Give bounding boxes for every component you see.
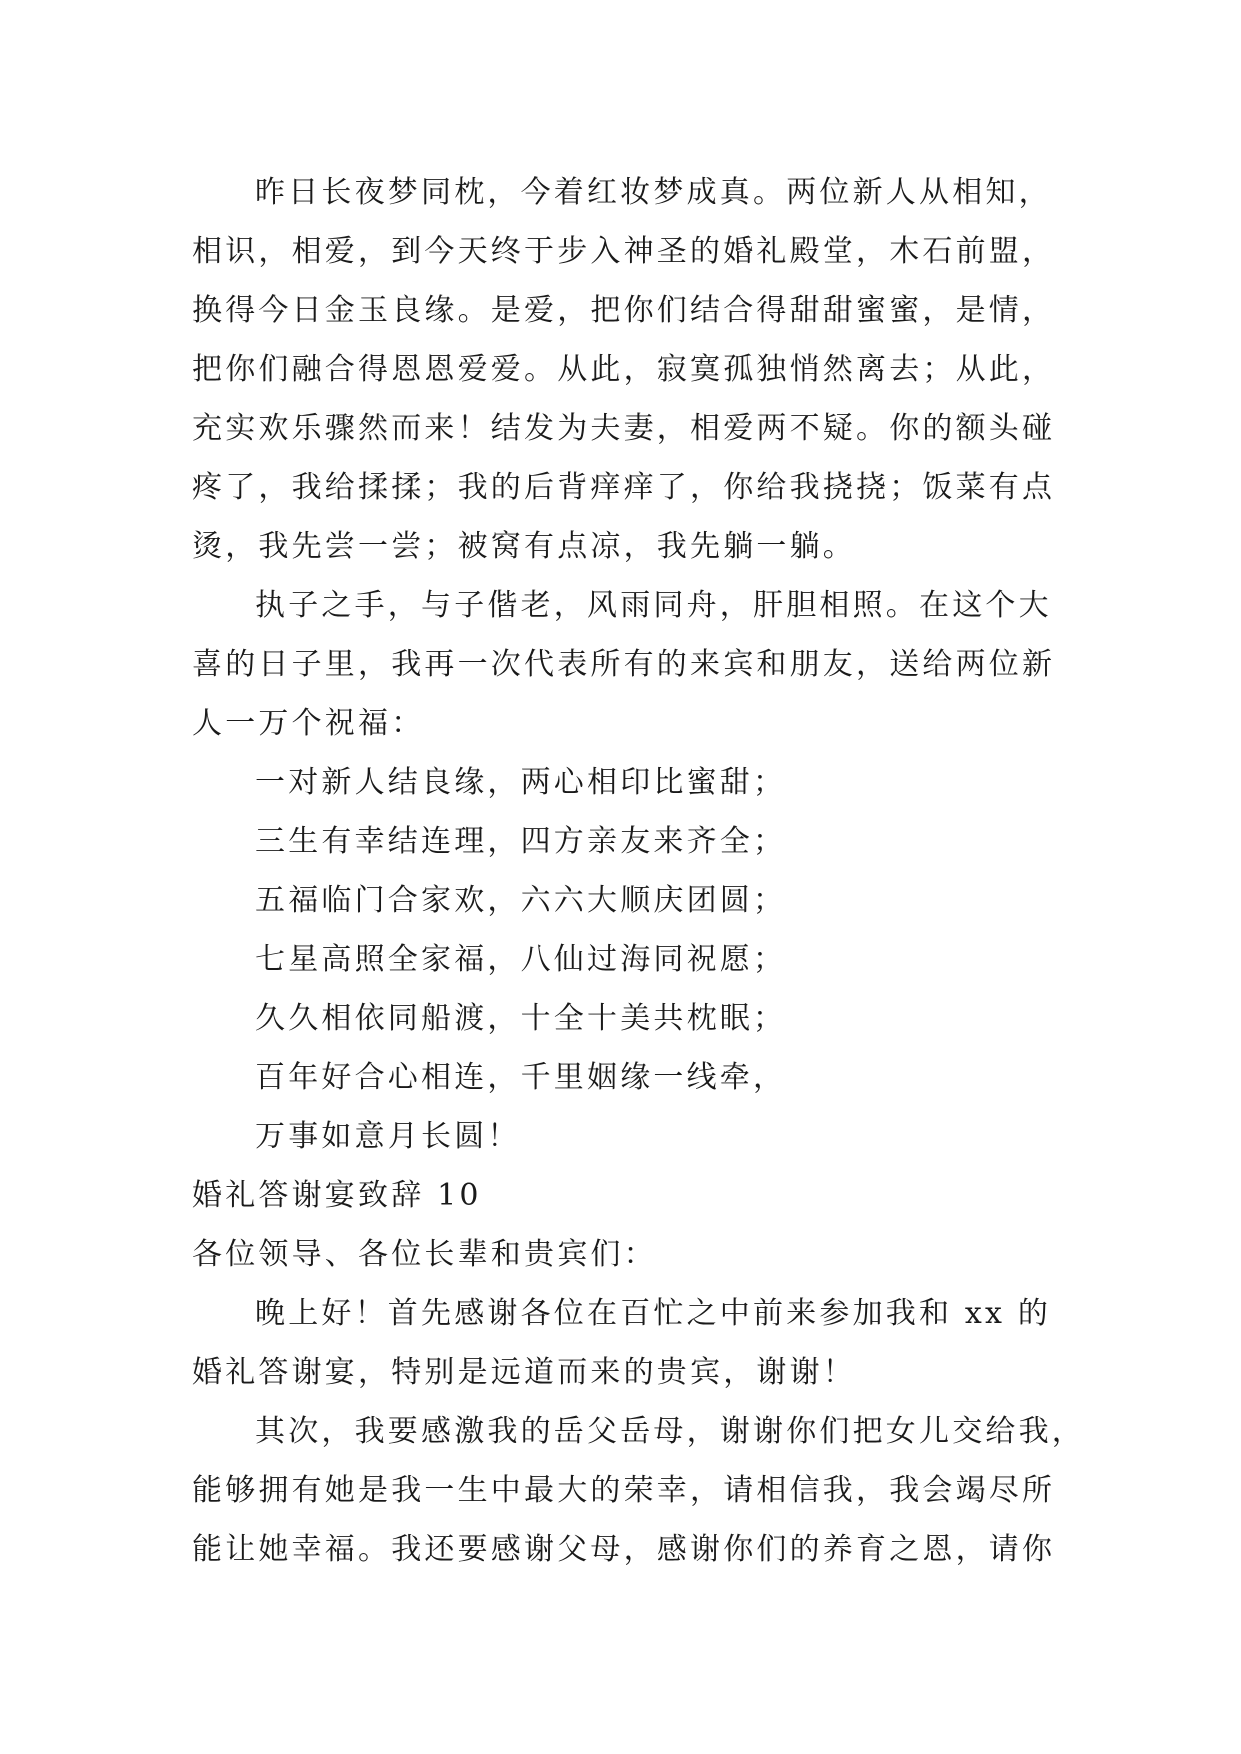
text-line: 能够拥有她是我一生中最大的荣幸，请相信我，我会竭尽所: [192, 1473, 1056, 1508]
text-line: 晚上好！首先感谢各位在百忙之中前来参加我和 xx 的: [255, 1296, 1052, 1331]
text-line: 婚礼答谢宴，特别是远道而来的贵宾，谢谢！: [192, 1355, 856, 1390]
poem-line: 一对新人结良缘，两心相印比蜜甜；: [255, 765, 787, 800]
text-line: 相识，相爱，到今天终于步入神圣的婚礼殿堂，木石前盟，: [192, 234, 1056, 269]
text-line: 能让她幸福。我还要感谢父母，感谢你们的养育之恩，请你: [192, 1532, 1056, 1567]
section-heading: 婚礼答谢宴致辞 10: [192, 1178, 482, 1213]
poem-line: 七星高照全家福，八仙过海同祝愿；: [255, 942, 787, 977]
text-line: 疼了，我给揉揉；我的后背痒痒了，你给我挠挠；饭菜有点: [192, 470, 1056, 505]
text-line: 烫，我先尝一尝；被窝有点凉，我先躺一躺。: [192, 529, 856, 564]
text-line: 喜的日子里，我再一次代表所有的来宾和朋友，送给两位新: [192, 647, 1056, 682]
poem-line: 万事如意月长圆！: [255, 1119, 521, 1154]
text-line: 换得今日金玉良缘。是爱，把你们结合得甜甜蜜蜜，是情，: [192, 293, 1056, 328]
text-line: 充实欢乐骤然而来！结发为夫妻，相爱两不疑。你的额头碰: [192, 411, 1056, 446]
text-line: 昨日长夜梦同枕，今着红妆梦成真。两位新人从相知，: [255, 175, 1052, 210]
text-line: 其次，我要感激我的岳父岳母，谢谢你们把女儿交给我，: [255, 1414, 1085, 1449]
text-line: 人一万个祝福：: [192, 706, 425, 741]
poem-line: 五福临门合家欢，六六大顺庆团圆；: [255, 883, 787, 918]
text-line: 把你们融合得恩恩爱爱。从此，寂寞孤独悄然离去；从此，: [192, 352, 1056, 387]
poem-line: 三生有幸结连理，四方亲友来齐全；: [255, 824, 787, 859]
document-body: [192, 163, 1085, 1579]
text-line: 执子之手，与子偕老，风雨同舟，肝胆相照。在这个大: [255, 588, 1052, 623]
salutation: 各位领导、各位长辈和贵宾们：: [192, 1237, 657, 1272]
poem-line: 百年好合心相连，千里姻缘一线牵，: [255, 1060, 787, 1095]
poem-line: 久久相依同船渡，十全十美共枕眠；: [255, 1001, 787, 1036]
